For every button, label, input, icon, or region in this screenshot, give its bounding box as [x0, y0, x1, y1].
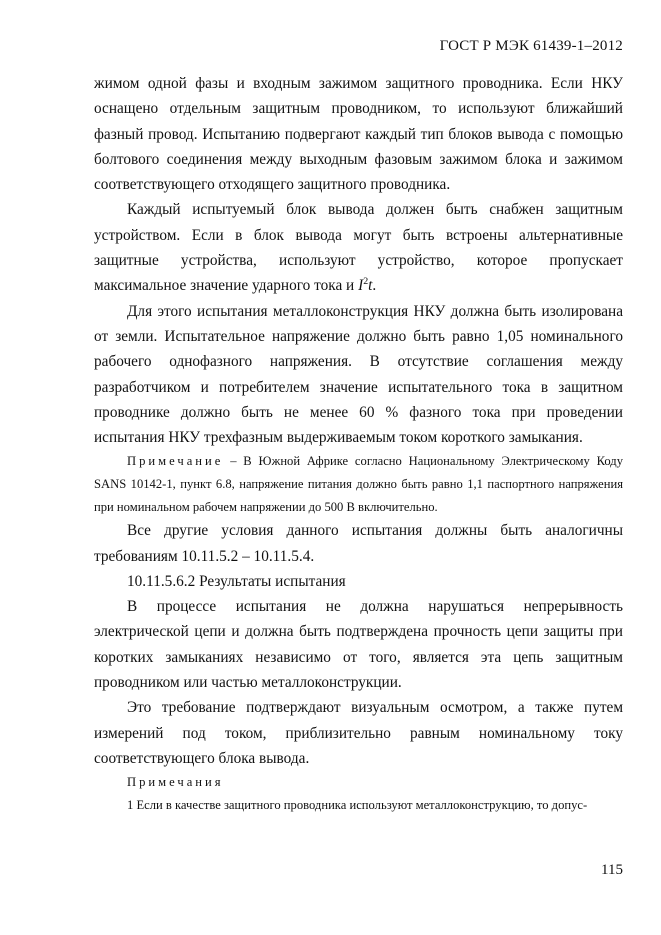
- formula-t: t: [368, 277, 373, 295]
- note-metal-structure: 1 Если в качестве защитного проводника используют металлоконструкцию, то допус-: [127, 797, 588, 812]
- notes-label: Примечания: [127, 775, 224, 790]
- paragraph-other-conditions: Все другие условия данного испытания должны быть аналогичны требованиям 10.11.5.2 – 10.11.5.4.: [94, 522, 623, 565]
- paragraph-verification: Это требование подтверждают визуальным осмотром, а также путем измерений под током, приблизительно равным номинальному току соответствующего блока вывода.: [94, 699, 623, 767]
- page-number: 115: [601, 862, 623, 878]
- paragraph-continuation: жимом одной фазы и входным зажимом защитного проводника. Если НКУ оснащено отдельным защитным проводником, то используют ближайший фазный провод. Испытанию подвергают каждый тип блоков вывода с помощью болтового соединения между выходным фазовым зажимом блока и зажимом соответствующего отходящего защитного проводника.: [94, 75, 623, 194]
- paragraph-protective-device-text: Каждый испытуемый блок вывода должен быть снабжен защитным устройством. Если в блок вывода могут быть встроены альтернативные защитные устройства, используют устройство, которое пропускает максимальное значение ударного тока и: [94, 201, 623, 295]
- paragraph-continuity: В процессе испытания не должна нарушаться непрерывность электрической цепи и должна быть подтверждена прочность цепи защиты при коротких замыканиях независимо от того, является эта цепь защитным проводником или частью металлоконструкции.: [94, 598, 623, 692]
- note-label: Примечание: [127, 454, 224, 469]
- standard-header: ГОСТ Р МЭК 61439-1–2012: [439, 38, 623, 54]
- document-page: [94, 38, 623, 816]
- notes-heading: [94, 771, 623, 794]
- paragraph-end-period: .: [372, 277, 377, 295]
- formula-i: I: [358, 277, 364, 295]
- note-text: – В Южной Африке согласно Национальному Электрическому Коду SANS 10142-1, пункт 6.8, напряжение питания должно быть равно 1,1 паспортного напряжения при номинальном рабочем напряжении до 500 В включительно.: [94, 454, 623, 514]
- note-south-africa: [94, 450, 623, 518]
- paragraph-isolation: Для этого испытания металлоконструкция НКУ должна быть изолирована от земли. Испытательное напряжение должно быть равно 1,05 номинального рабочего однофазного напряжения. В отсутствие соглашения между разработчиком и потребителем значение испытательного тока в защитном проводнике должно быть не менее 60 % фазного тока при проведении испытания НКУ трехфазным выдерживаемым током короткого замыкания.: [94, 302, 623, 447]
- section-heading: 10.11.5.6.2 Результаты испытания: [127, 572, 346, 590]
- paragraph-protective-device: [94, 197, 623, 298]
- formula-superscript: 2: [363, 276, 369, 288]
